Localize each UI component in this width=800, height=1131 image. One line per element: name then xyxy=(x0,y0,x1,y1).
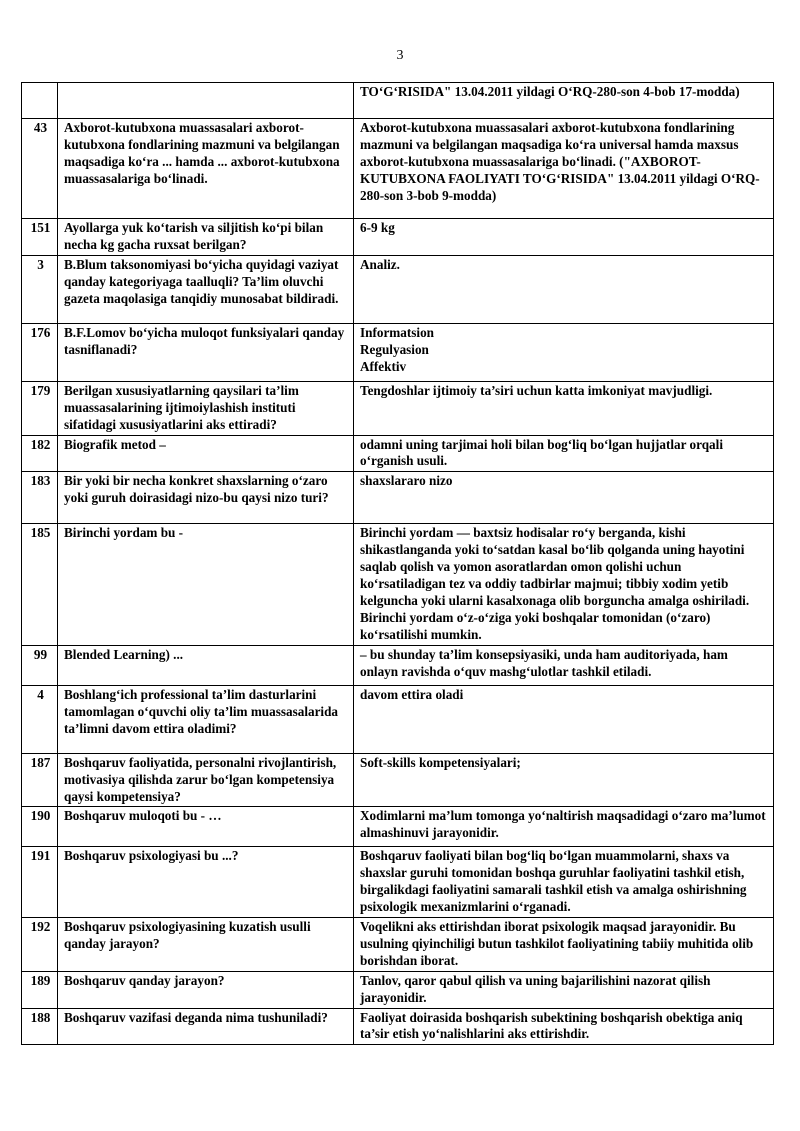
answer-text: Soft-skills kompetensiyalari; xyxy=(360,754,521,770)
answer-text: Boshqaruv faoliyati bilan bog‘liq bo‘lgan muammolarni, shaxs va shaxslar guruhi tomonidan boshqa guruhlar faoliyatini tashkil etish, birgalikdagi faoliyatini samarali tashkil etish va amalga oshirishning psixologik mexanizmlarini o‘rganadi. xyxy=(360,848,747,915)
question-text: Boshqaruv qanday jarayon? xyxy=(58,971,354,1008)
table-row xyxy=(22,323,774,381)
answer-cell xyxy=(354,524,774,645)
table-row xyxy=(22,119,774,219)
answer-text: Analiz. xyxy=(360,256,400,272)
answer-cell xyxy=(354,753,774,807)
question-text: Boshqaruv vazifasi deganda nima tushuniladi? xyxy=(58,1008,354,1045)
answer-cell xyxy=(354,807,774,847)
question-text: Axborot-kutubxona muassasalari axborot-kutubxona fondlarining mazmuni va belgilangan maqsadiga ko‘ra ... hamda ... axborot-kutubxona muassasalariga bo‘linadi. xyxy=(58,119,354,219)
answer-cell xyxy=(354,645,774,685)
table-row xyxy=(22,381,774,435)
question-number: 4 xyxy=(22,685,58,753)
question-text: Bir yoki bir necha konkret shaxslarning o‘zaro yoki guruh doirasidagi nizo-bu qaysi nizo turi? xyxy=(58,472,354,524)
answer-cell xyxy=(354,1008,774,1045)
answer-cell xyxy=(354,119,774,219)
table-row xyxy=(22,472,774,524)
question-number: 183 xyxy=(22,472,58,524)
page-number: 3 xyxy=(396,48,404,63)
question-text: Birinchi yordam bu - xyxy=(58,524,354,645)
answer-text: Tanlov, qaror qabul qilish va uning bajarilishini nazorat qilish jarayonidir. xyxy=(360,972,711,1005)
answer-text: odamni uning tarjimai holi bilan bog‘liq bo‘lgan hujjatlar orqali o‘rganish usuli. xyxy=(360,436,723,469)
question-text: Biografik metod – xyxy=(58,435,354,472)
answer-text: shaxslararo nizo xyxy=(360,473,453,489)
table-row xyxy=(22,1008,774,1045)
question-number xyxy=(22,83,58,119)
question-number: 188 xyxy=(22,1008,58,1045)
answer-cell xyxy=(354,83,774,119)
answer-cell xyxy=(354,381,774,435)
answer-text: Birinchi yordam — baxtsiz hodisalar ro‘y berganda, kishi shikastlanganda yoki to‘satdan kasal bo‘lib qolganda uning hayotini saqlab qolish va yomon asoratlardan omon qolishi uchun ko‘rsatiladigan tez va oddiy tadbirlar majmui; tibbiy xodim yetib kelguncha yoki ularni kasalxonaga olib borguncha amalga oshiriladi. Birinchi yordam o‘z-o‘ziga yoki boshqalar tomonidan (o‘zaro) ko‘rsatilishi mumkin. xyxy=(360,525,750,642)
question-number: 192 xyxy=(22,918,58,972)
answer-text: Voqelikni aks ettirishdan iborat psixologik maqsad jarayonidir. Bu usulning qiyinchiligi butun tashkilot faoliyatining tabiiy muhitida olib borishdan iborat. xyxy=(360,919,754,968)
question-text: Blended Learning) ... xyxy=(58,645,354,685)
answer-text: Tengdoshlar ijtimoiy ta’siri uchun katta imkoniyat mavjudligi. xyxy=(360,382,713,398)
question-number: 179 xyxy=(22,381,58,435)
question-number: 176 xyxy=(22,323,58,381)
answer-text: Informatsion xyxy=(360,324,434,340)
answer-text: Axborot-kutubxona muassasalari axborot-kutubxona fondlarining mazmuni va belgilangan maqsadiga ko‘ra universal hamda maxsus axborot-kutubxona muassasalariga bo‘linadi. ("AXBOROT-KUTUBXONA FAOLIYATI TO‘G‘RISIDA" 13.04.2011 yildagi O‘RQ-280-son 3-bob 9-modda) xyxy=(360,120,760,203)
table-row xyxy=(22,83,774,119)
qa-table-body xyxy=(22,83,774,1045)
answer-text: Faoliyat doirasida boshqarish subektining boshqarish obektiga aniq ta’sir etish yo‘nalishlarini aks ettirishdir. xyxy=(360,1009,743,1042)
table-row xyxy=(22,807,774,847)
table-row xyxy=(22,918,774,972)
answer-text: Affektiv xyxy=(360,358,407,374)
question-number: 189 xyxy=(22,971,58,1008)
answer-text: davom ettira oladi xyxy=(360,686,464,702)
question-number: 99 xyxy=(22,645,58,685)
question-number: 43 xyxy=(22,119,58,219)
question-number: 191 xyxy=(22,847,58,918)
answer-cell xyxy=(354,219,774,256)
question-number: 187 xyxy=(22,753,58,807)
qa-table xyxy=(21,82,774,1045)
table-row xyxy=(22,685,774,753)
question-text xyxy=(58,83,354,119)
answer-cell xyxy=(354,685,774,753)
question-text: Ayollarga yuk ko‘tarish va siljitish ko‘pi bilan necha kg gacha ruxsat berilgan? xyxy=(58,219,354,256)
answer-text: Xodimlarni ma’lum tomonga yo‘naltirish maqsadidagi o‘zaro ma’lumot almashinuvi jarayonidir. xyxy=(360,808,766,841)
answer-cell xyxy=(354,847,774,918)
answer-cell xyxy=(354,435,774,472)
question-text: Berilgan xususiyatlarning qaysilari ta’lim muassasalarining ijtimoiylashish instituti sifatidagi xususiyatlarini aks ettiradi? xyxy=(58,381,354,435)
answer-text: – bu shunday ta’lim konsepsiyasiki, unda ham auditoriyada, ham onlayn ravishda o‘quv mashg‘ulotlar tashkil etiladi. xyxy=(360,646,728,679)
table-row xyxy=(22,219,774,256)
question-text: B.F.Lomov bo‘yicha muloqot funksiyalari qanday tasniflanadi? xyxy=(58,323,354,381)
question-number: 190 xyxy=(22,807,58,847)
question-text: Boshqaruv psixologiyasi bu ...? xyxy=(58,847,354,918)
table-row xyxy=(22,847,774,918)
question-number: 185 xyxy=(22,524,58,645)
table-row xyxy=(22,435,774,472)
question-number: 182 xyxy=(22,435,58,472)
table-row xyxy=(22,524,774,645)
answer-text: 6-9 kg xyxy=(360,220,395,235)
table-row xyxy=(22,645,774,685)
answer-cell xyxy=(354,472,774,524)
answer-cell xyxy=(354,971,774,1008)
answer-text: Regulyasion xyxy=(360,341,429,357)
question-number: 3 xyxy=(22,255,58,323)
answer-cell xyxy=(354,918,774,972)
question-number: 151 xyxy=(22,219,58,256)
answer-text: TO‘G‘RISIDA" 13.04.2011 yildagi O‘RQ-280-son 4-bob 17-modda) xyxy=(360,84,740,99)
answer-cell xyxy=(354,323,774,381)
question-text: Boshlang‘ich professional ta’lim dasturlarini tamomlagan o‘quvchi oliy ta’lim muassasalarida ta’limni davom ettira oladimi? xyxy=(58,685,354,753)
answer-cell xyxy=(354,255,774,323)
question-text: B.Blum taksonomiyasi bo‘yicha quyidagi vaziyat qanday kategoriyaga taalluqli? Ta’lim oluvchi gazeta maqolasiga tanqidiy munosabat bildiradi. xyxy=(58,255,354,323)
table-row xyxy=(22,753,774,807)
table-row xyxy=(22,255,774,323)
question-text: Boshqaruv psixologiyasining kuzatish usulli qanday jarayon? xyxy=(58,918,354,972)
question-text: Boshqaruv faoliyatida, personalni rivojlantirish, motivasiya qilishda zarur bo‘lgan kompetensiya qaysi kompetensiya? xyxy=(58,753,354,807)
question-text: Boshqaruv muloqoti bu - … xyxy=(58,807,354,847)
table-row xyxy=(22,971,774,1008)
